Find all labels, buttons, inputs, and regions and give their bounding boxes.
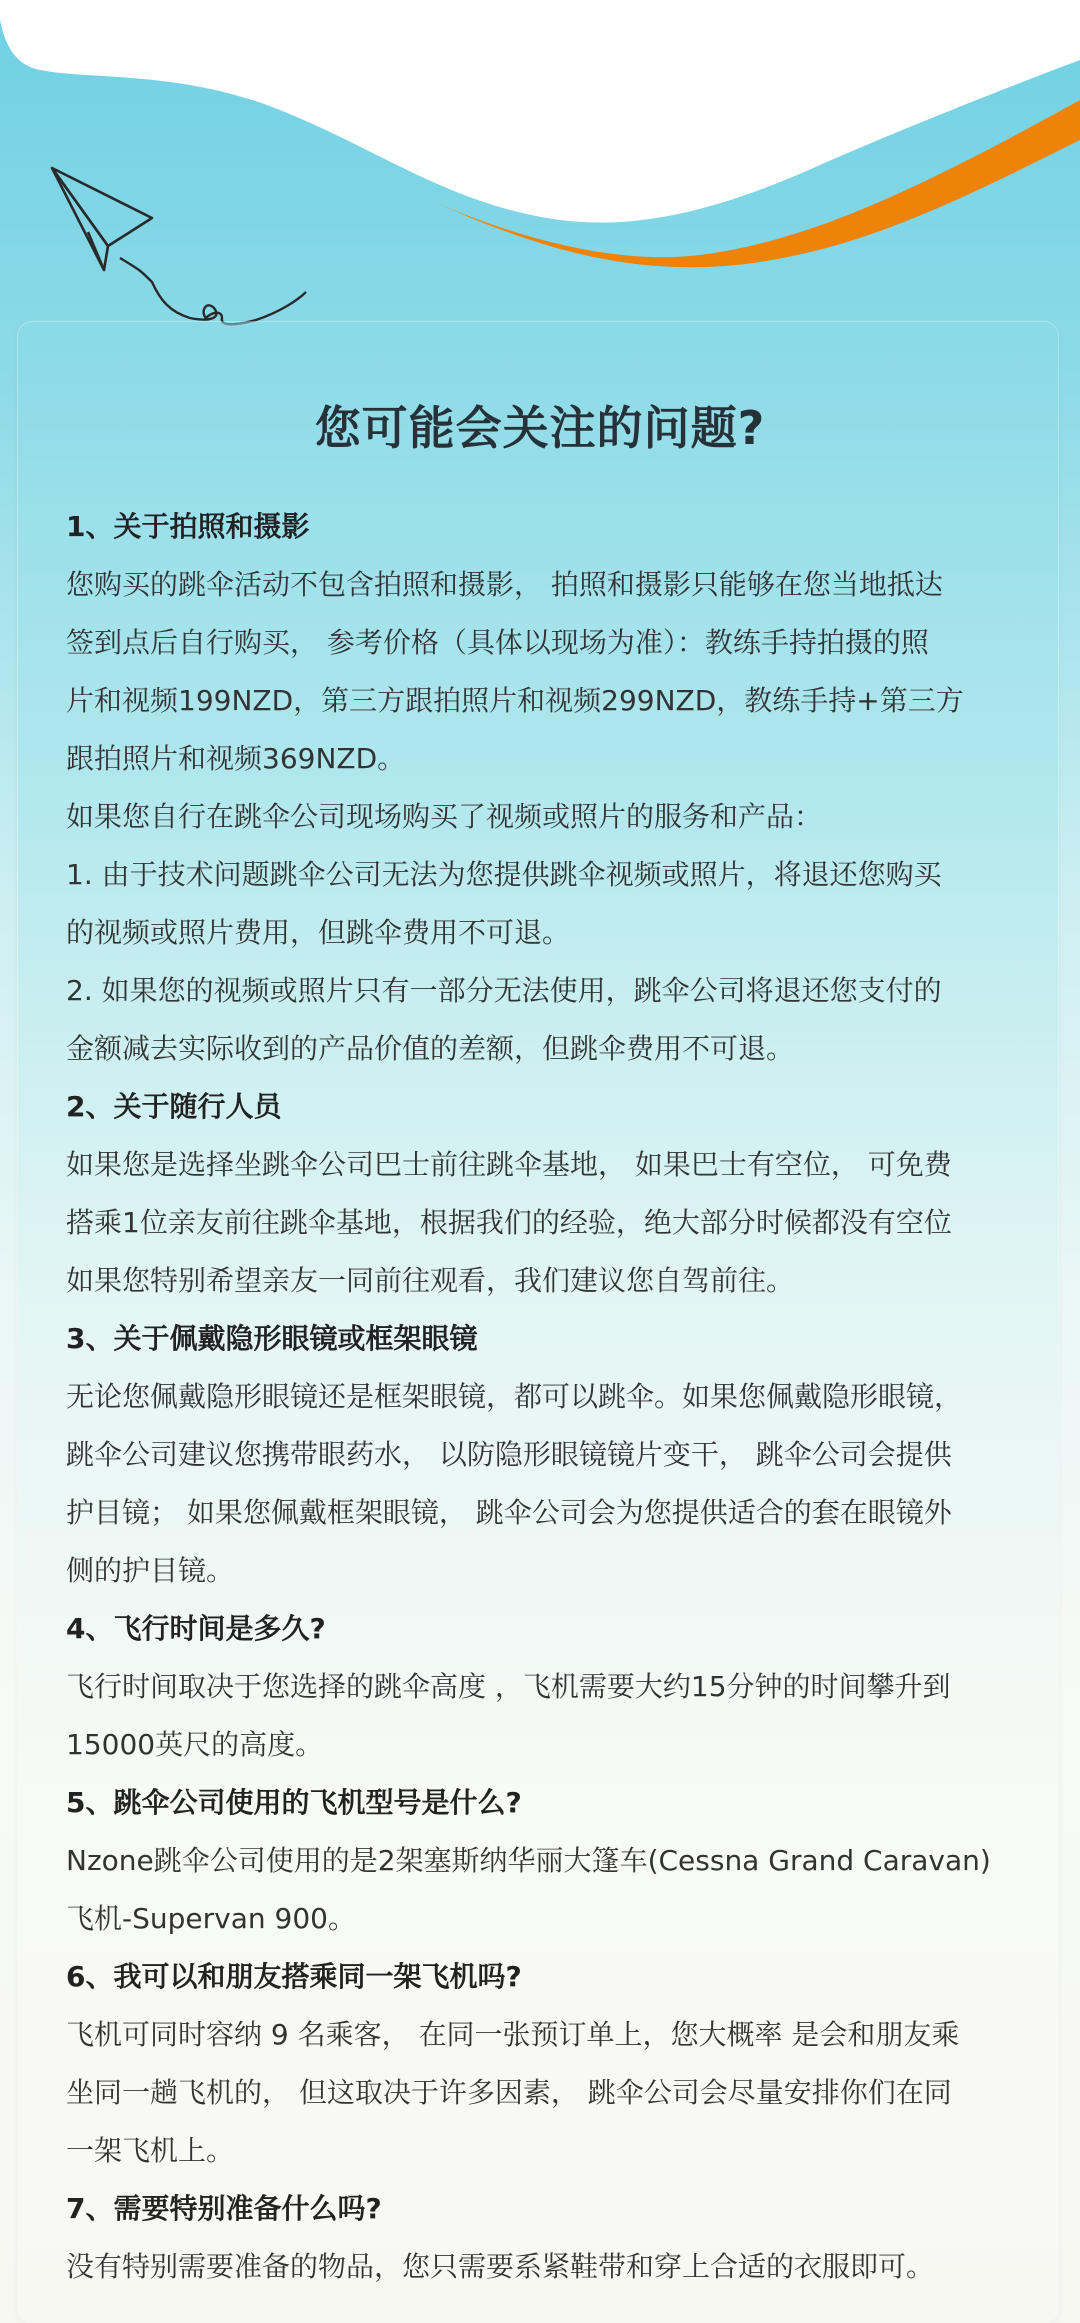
faq-text-line: 片和视频199NZD，第三方跟拍照片和视频299NZD，教练手持+第三方 xyxy=(66,684,964,717)
faq-heading: 6、我可以和朋友搭乘同一架飞机吗? xyxy=(66,1960,522,1993)
page-title: 您可能会关注的问题? xyxy=(314,401,766,455)
faq-section-companions xyxy=(66,1078,1036,1310)
faq-text-line: 如果您特别希望亲友一同前往观看，我们建议您自驾前往。 xyxy=(66,1264,795,1297)
faq-text-line: 坐同一趟飞机的， 但这取决于许多因素， 跳伞公司会尽量安排你们在同 xyxy=(66,2076,952,2109)
faq-text-line: Nzone跳伞公司使用的是2架塞斯纳华丽大篷车(Cessna Grand Caravan) xyxy=(66,1844,991,1877)
faq-content xyxy=(66,498,1036,2296)
faq-text-line: 护目镜； 如果您佩戴框架眼镜， 跳伞公司会为您提供适合的套在眼镜外 xyxy=(66,1496,952,1529)
faq-text-line: 没有特别需要准备的物品，您只需要系紧鞋带和穿上合适的衣服即可。 xyxy=(66,2250,935,2283)
faq-text-line: 飞机可同时容纳 9 名乘客， 在同一张预订单上，您大概率 是会和朋友乘 xyxy=(66,2018,960,2051)
faq-text-line: 签到点后自行购买， 参考价格（具体以现场为准）：教练手持拍摄的照 xyxy=(66,626,929,659)
faq-text-line: 无论您佩戴隐形眼镜还是框架眼镜，都可以跳伞。如果您佩戴隐形眼镜， xyxy=(66,1380,963,1413)
faq-text-line: 一架飞机上。 xyxy=(66,2134,235,2167)
faq-section-photography xyxy=(66,498,1036,1078)
faq-section-glasses xyxy=(66,1310,1036,1600)
faq-text-line: 搭乘1位亲友前往跳伞基地，根据我们的经验，绝大部分时候都没有空位 xyxy=(66,1206,952,1239)
faq-heading: 1、关于拍照和摄影 xyxy=(66,510,310,543)
faq-text-line: 跟拍照片和视频369NZD。 xyxy=(66,742,406,775)
faq-text-line: 跳伞公司建议您携带眼药水， 以防隐形眼镜镜片变干， 跳伞公司会提供 xyxy=(66,1438,952,1471)
faq-heading: 7、需要特别准备什么吗? xyxy=(66,2192,382,2225)
faq-text-line: 金额减去实际收到的产品价值的差额，但跳伞费用不可退。 xyxy=(66,1032,795,1065)
faq-section-flight-time xyxy=(66,1600,1036,1774)
faq-text-line: 如果您自行在跳伞公司现场购买了视频或照片的服务和产品： xyxy=(66,800,823,833)
faq-heading: 3、关于佩戴隐形眼镜或框架眼镜 xyxy=(66,1322,478,1355)
faq-section-aircraft xyxy=(66,1774,1036,1948)
faq-text-line: 15000英尺的高度。 xyxy=(66,1728,324,1761)
faq-section-preparation xyxy=(66,2180,1036,2296)
faq-heading: 5、跳伞公司使用的飞机型号是什么? xyxy=(66,1786,522,1819)
faq-section-same-flight xyxy=(66,1948,1036,2180)
header-decoration xyxy=(0,0,1080,340)
paper-plane-icon xyxy=(52,168,152,270)
faq-heading: 2、关于随行人员 xyxy=(66,1090,282,1123)
faq-text-line: 2. 如果您的视频或照片只有一部分无法使用，跳伞公司将退还您支付的 xyxy=(66,974,942,1007)
faq-text-line: 侧的护目镜。 xyxy=(66,1554,235,1587)
faq-text-line: 飞机-Supervan 900。 xyxy=(66,1902,356,1935)
faq-text-line: 飞行时间取决于您选择的跳伞高度 ，飞机需要大约15分钟的时间攀升到 xyxy=(66,1670,951,1703)
faq-text-line: 如果您是选择坐跳伞公司巴士前往跳伞基地， 如果巴士有空位， 可免费 xyxy=(66,1148,952,1181)
dashed-heart-trail xyxy=(120,258,306,324)
faq-heading: 4、飞行时间是多久? xyxy=(66,1612,326,1645)
faq-text-line: 1. 由于技术问题跳伞公司无法为您提供跳伞视频或照片，将退还您购买 xyxy=(66,858,942,891)
faq-text-line: 您购买的跳伞活动不包含拍照和摄影， 拍照和摄影只能够在您当地抵达 xyxy=(66,568,943,601)
faq-text-line: 的视频或照片费用，但跳伞费用不可退。 xyxy=(66,916,571,949)
